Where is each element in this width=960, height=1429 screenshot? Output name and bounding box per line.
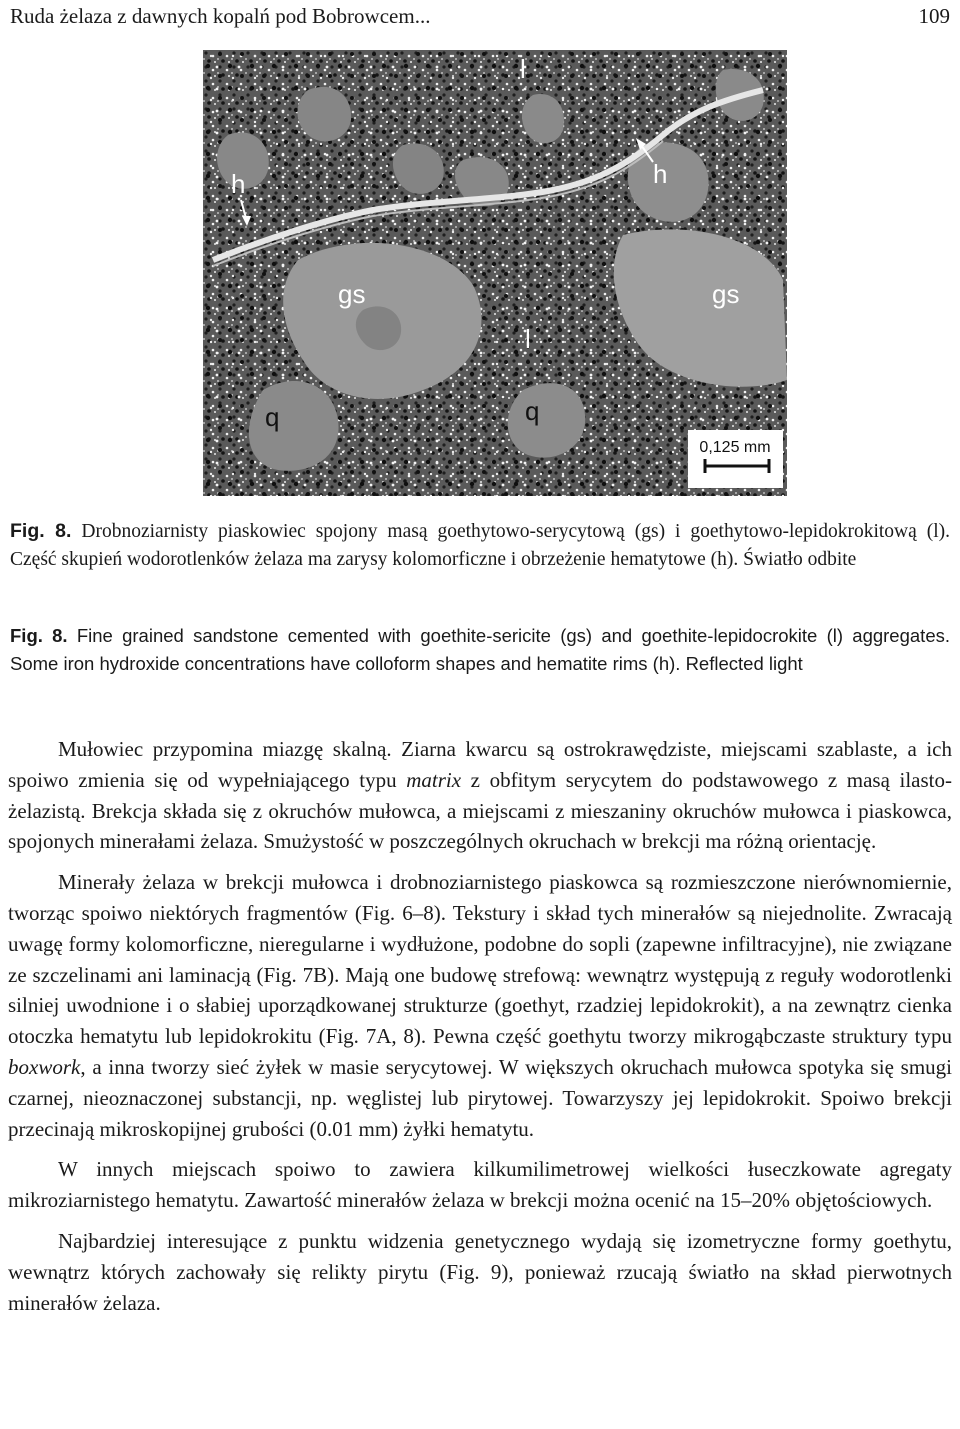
page-number: 109 — [918, 4, 950, 28]
micrograph-figure — [203, 50, 787, 496]
paragraph-1: Mułowiec przypomina miazgę skalną. Ziarna kwarcu są ostrokrawędziste, miejscami szablaste, a ich spoiwo zmienia się od wypełniającego typu matrix z obfitym serycytem do podstawowego z masą ilasto-żelazistą. Brekcja składa się z okruchów mułowca, a miejscami z mieszaniny okruchów mułowca i piaskowca, spojonych minerałami żelaza. Smużystość w poszczególnych okruchach w brekcji ma różną orientację. — [8, 737, 952, 854]
running-title: Ruda żelaza z dawnych kopalń pod Bobrowcem... — [10, 4, 431, 28]
paragraph-2: Minerały żelaza w brekcji mułowca i drobnoziarnistego piaskowca są rozmieszczone nierównomiernie, tworząc spoiwo niektórych fragmentów (Fig. 6–8). Tekstury i skład tych minerałów są niejednolite. Zwracają uwagę formy kolomorficzne, nieregularne i wydłużone, podobne do sopli (zapewne infiltracyjne), nie związane ze szczelinami ani laminacją (Fig. 7B). Mają one budowę strefową: wewnątrz występują z reguły wodorotlenki silniej uwodnione i o słabiej uporządkowanej strukturze (goethyt, rzadziej lepidokrokit), a na zewnątrz cienka otoczka hematytu lub lepidokrokitu (Fig. 7A, 8). Pewna część goethytu tworzy mikrogąbczaste struktury typu boxwork, a inna tworzy sieć żyłek w masie serycytowej. W większych okruchach mułowca spotyka się smugi czarnej, nieoznaczonej substancji, np. węglistej lub pirytowej. Towarzyszy jej lepidokrokit. Spoiwo brekcji przecinają mikroskopijnej grubości (0.01 mm) żyłki hematytu. — [8, 870, 952, 1141]
label-h-right: h — [653, 159, 668, 189]
scale-bar-label: 0,125 mm — [699, 439, 771, 456]
figure-caption-english — [10, 622, 950, 677]
page-header — [10, 4, 950, 34]
label-gs-left: gs — [338, 279, 366, 309]
caption-en-fig-ref: Fig. 8. — [10, 625, 68, 646]
label-l-top: l — [520, 54, 526, 84]
caption-pl-fig-ref: Fig. 8. — [10, 520, 72, 542]
paragraph-4: Najbardziej interesujące z punktu widzenia genetycznego wydają się izometryczne formy goethytu, wewnątrz których zachowały się relikty pirytu (Fig. 9), ponieważ rzucają światło na skład pierwotnych minerałów żelaza. — [8, 1228, 952, 1315]
label-q-left: q — [265, 402, 280, 432]
caption-pl-text: Drobnoziarnisty piaskowiec spojony masą goethytowo-serycytową (gs) i goethytowo-lepidokrokitową (l). Część skupień wodorotlenków żelaza ma zarysy kolomorficzne i obrzeżenie hematytowe (h). Światło odbite — [10, 521, 951, 570]
label-q-mid: q — [525, 396, 540, 426]
label-h-left: h — [231, 169, 246, 199]
label-gs-right: gs — [712, 279, 740, 309]
paragraph-3: W innych miejscach spoiwo to zawiera kilkumilimetrowej wielkości łuseczkowate agregaty mikroziarnistego hematytu. Zawartość minerałów żelaza w brekcji można ocenić na 15–20% objętościowych. — [8, 1157, 952, 1213]
figure-caption-polish — [10, 518, 950, 573]
label-l-mid: l — [525, 324, 531, 354]
micrograph-image — [203, 50, 787, 496]
body-text — [8, 734, 952, 1328]
caption-en-text: Fine grained sandstone cemented with goethite-sericite (gs) and goethite-lepidocrokite (l) aggregates. Some iron hydroxide concentrations have colloform shapes and hematite rims (h). Reflected light — [10, 625, 950, 674]
